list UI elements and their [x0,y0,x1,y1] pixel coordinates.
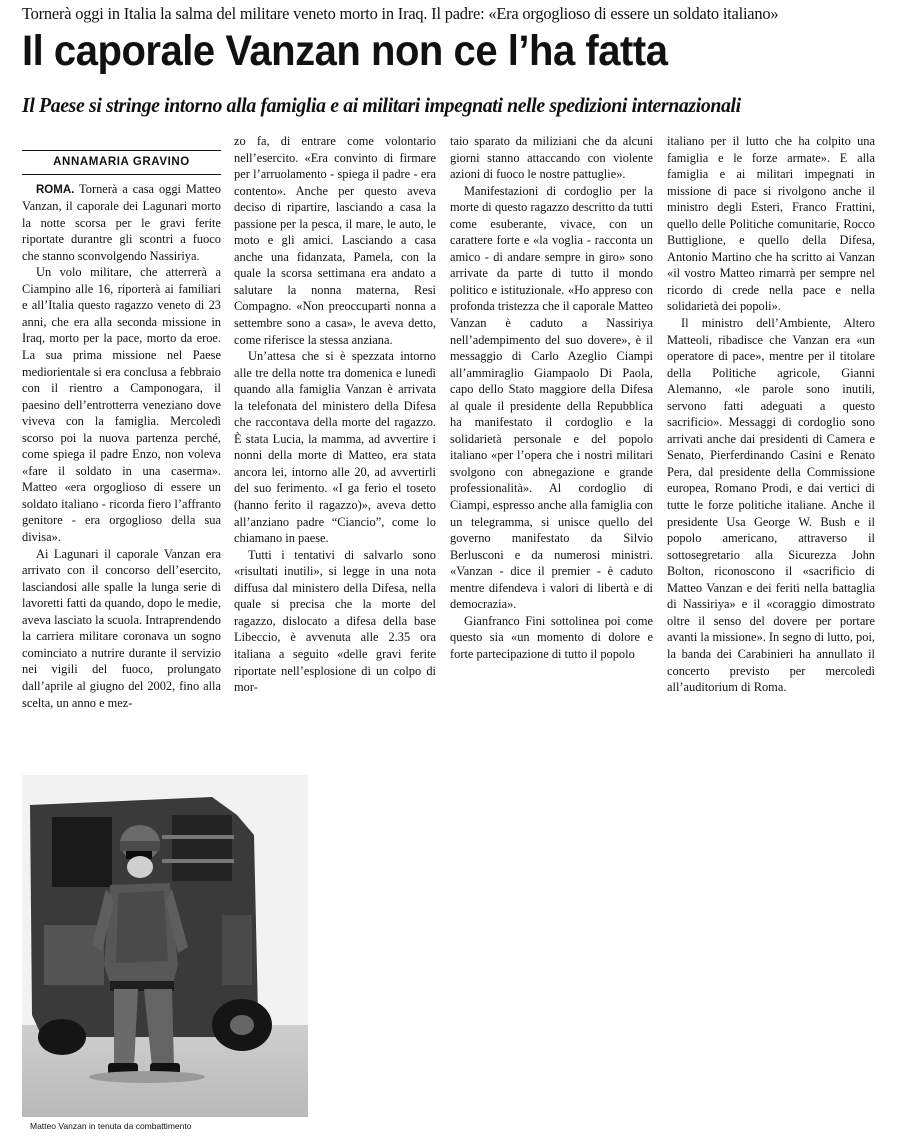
article-kicker: Tornerà oggi in Italia la salma del militare veneto morto in Iraq. Il padre: «Era orgoglioso di essere un soldato italiano» [22,4,779,23]
photo-caption: Matteo Vanzan in tenuta da combattimento [30,1121,192,1131]
paragraph: taio sparato da miliziani che da alcuni giorni stanno attaccando con violente azioni di fuoco le nostre pattuglie». [450,134,653,182]
byline: ANNAMARIA GRAVINO [22,150,221,175]
soldier-photo [22,775,308,1117]
paragraph-text: Tornerà a casa oggi Matteo Vanzan, il caporale dei Lagunari morto la notte scorsa per le gravi ferite riportate durantre gli scontri a fuoco che stanno sconvolgendo Nassiriya. [22,181,222,263]
paragraph: Manifestazioni di cordoglio per la morte di questo ragazzo descritto da tutti come esuberante, vivace, con un carattere forte e «la voglia - racconta un amico - di andare sempre in giro» sono arrivate da parte di tutto il mondo politico e istituzionale. «Ho appreso con profonda tristezza che il caporale Matteo Vanzan è caduto a Nassiriya nell’adempimento del suo dovere», è il messaggio di Carlo Azeglio Ciampi all’ammiraglio Giampaolo Di Paola, capo dello Stato maggiore della Difesa al quale il presidente della Repubblica ha manifestato il cordoglio e la solidarietà personale e del popolo italiano «per l’opera che i nostri militari svolgono con abnegazione e grande professionalità». Al cordoglio di Ciampi, espresso anche alla famiglia con un telegramma, si unisce quello del governo manifestato da Silvio Berlusconi e da numerosi ministri. «Vanzan - dice il premier - è caduto mentre difendeva i valori di libertà e di democrazia». [450,183,653,612]
paragraph: Un volo militare, che atterrerà a Ciampino alle 16, riporterà ai familiari e all’Italia questo ragazzo veneto di 23 anni, che era alla seconda missione in Iraq, morto per la pace, morto da eroe. La sua prima missione nel Paese mediorientale si era conclusa a febbraio con il rientro a Camponogara, il paesino dell’entrotterra veneziano dove viveva con la famiglia. Mercoledì scorso poi la nuova partenza perché, come spiega il padre Enzo, non voleva «fare il soldato in una caserma». Matteo «era orgoglioso di essere un soldato italiano - ricorda fiero l’affranto genitore - era orgoglioso della sua divisa». [22,265,221,545]
paragraph: Ai Lagunari il caporale Vanzan era arrivato con il concorso dell’esercito, lasciandosi alle spalle la lunga serie di lavoretti fatti da quando, dopo le medie, aveva lasciato la scuola. Intraprendendo la carriera militare coronava un sogno cominciato a nutrire durante il servizio nei vigili del fuoco, prolungato dall’aprile al giugno del 2002, fino alla scelta, un anno e mez- [22,546,221,710]
article-headline: Il caporale Vanzan non ce l’ha fatta [22,27,668,75]
paragraph: Tutti i tentativi di salvarlo sono «risultati inutili», si legge in una nota diffusa dal ministero della Difesa, nella quale si precisa che la morte del ragazzo, dislocato a difesa della base Libeccio, è avvenuta alle 2.35 ora italiana a seguito «delle gravi ferite riportate nell’esplosione di un colpo di mor- [234,547,436,695]
article-column-1 [22,133,221,711]
article-column-2 [234,133,436,696]
article-column-4 [667,133,875,696]
paragraph: zo fa, di entrare come volontario nell’esercito. «Era convinto di firmare per l’arruolamento - spiega il padre - era contento». Anche per questo aveva deciso di ripartire, lasciando a casa la passione per la pesca, il mare, le auto, le moto e gli amici. Lasciando a casa anche una fidanzata, Pamela, con la quale la scorsa settimana era andato a salutare la nonna materna, Resi Compagno. «Non preoccuparti nonna a settembre sono a casa», le aveva detto, come riferisce la stessa anziana. [234,134,436,347]
paragraph: Il ministro dell’Ambiente, Altero Matteoli, ribadisce che Vanzan era «un operatore di pace», mentre per il titolare della Politiche agricole, Gianni Alemanno, «le parole sono inutili, servono fatti adeguati a questo sacrificio». Messaggi di cordoglio sono arrivati anche dai presidenti di Camera e Senato, Pierferdinando Casini e Renato Pera, dal presidente della Commissione europea, Romano Prodi, e dai vertici di tutte le forze politiche italiane. Anche il presidente Usa George W. Bush e il popolo americano, attraverso il sottosegretario alla Sicurezza John Bolton, riconoscono il «sacrificio di Matteo Vanzan e dei feriti nella battaglia di Nassiriya» e il «coraggio dimostrato oltre il senso del dovere per portare avanti la missione». In segno di lutto, poi, la banda dei Carabinieri ha annullato il concerto previsto per mercoledì all’auditorium di Roma. [667,316,875,695]
paragraph [22,181,221,265]
paragraph: Gianfranco Fini sottolinea poi come questo sia «un momento di dolore e forte partecipazione di tutto il popolo [450,613,653,661]
article-subtitle: Il Paese si stringe intorno alla famiglia e ai militari impegnati nelle spedizioni internazionali [22,93,741,117]
paragraph: Un’attesa che si è spezzata intorno alle tre della notte tra domenica e lunedì quando alla famiglia Vanzan è arrivata la telefonata del ministero della Difesa che raccontava della morte del ragazzo. È stata Lucia, la mamma, ad avvertire i nonni della morte di Matteo, era stata ancora lei, intorno alle 20, ad avvertirli del suo ferimento. «I ga ferio el toseto (hanno ferito il ragazzo)», aveva detto all’anziano padre “Ciancio”, come lo chiamano in paese. [234,349,436,546]
article-column-3 [450,133,653,663]
dateline: ROMA. [36,183,75,196]
paragraph: italiano per il lutto che ha colpito una famiglia e le forze armate». E alla famiglia e ai militari impegnati in missione di pace si rivolgono anche il ministro degli Esteri, Franco Frattini, quello delle Politiche comunitarie, Rocco Buttiglione, e quello della Difesa, Antonio Martino che ha scritto ai Vanzan «il vostro Matteo rimarrà per sempre nel ricordo di crede nella pace e nella solidarietà dei popoli». [667,134,875,314]
soldier-photo-illustration [22,775,308,1117]
